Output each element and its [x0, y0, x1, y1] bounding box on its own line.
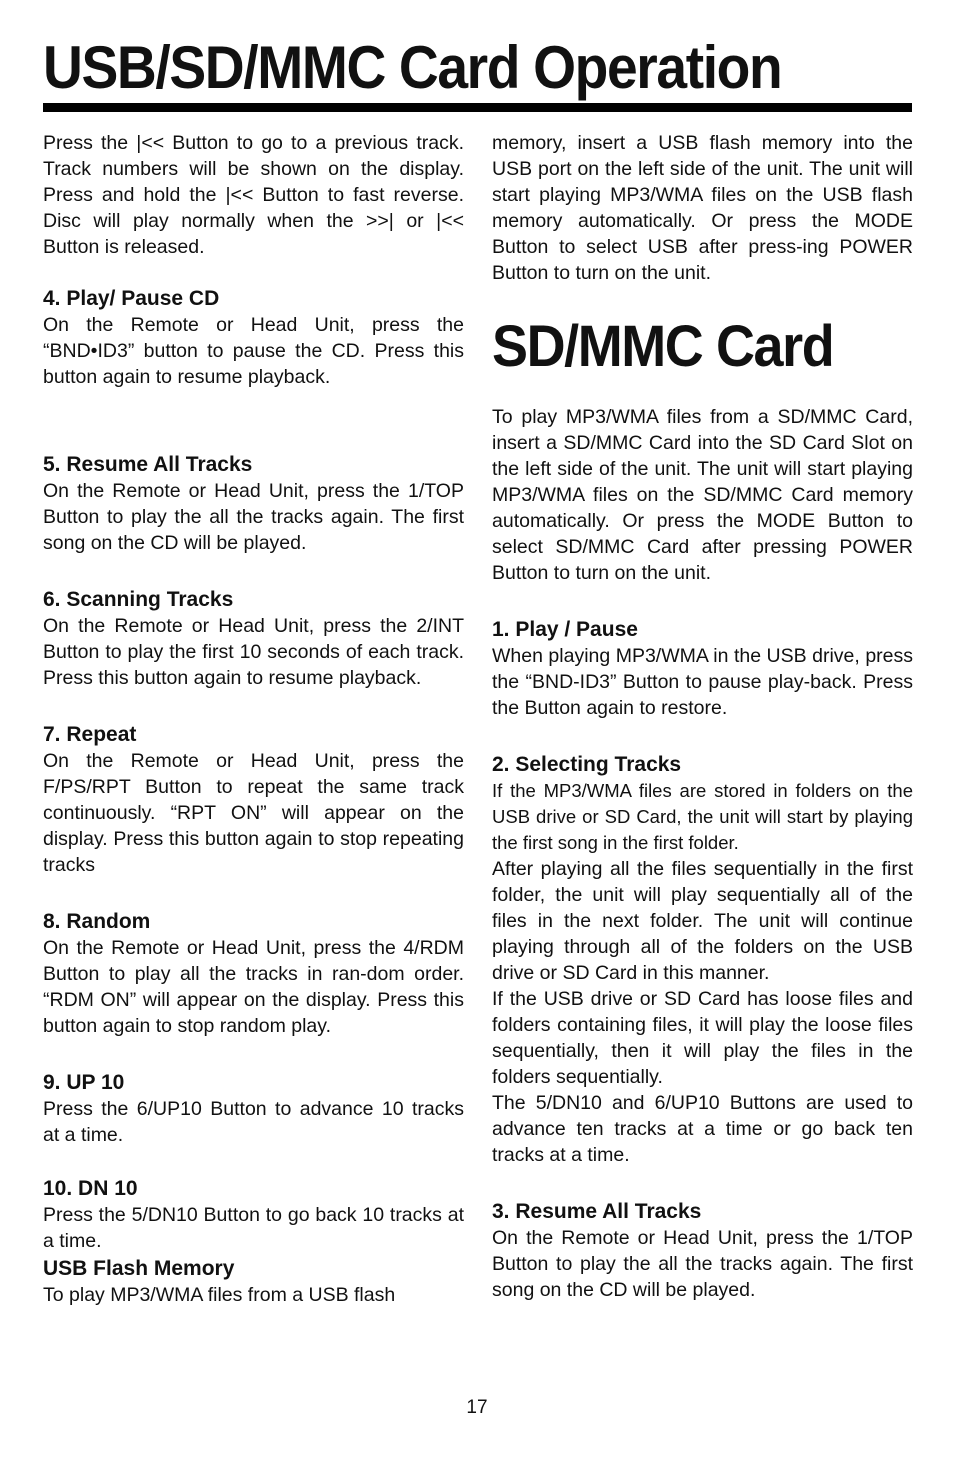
random-text: On the Remote or Head Unit, press the 4/RDM Button to play all the tracks in ran-dom order. “RDM ON” will appear on the display. Press this button again to stop random play. — [43, 937, 464, 1037]
repeat-text: On the Remote or Head Unit, press the F/PS/RPT Button to repeat the same track continuously. “RPT ON” will appear on the display. Press this button again to stop repeating tracks — [43, 750, 464, 876]
scanning-tracks-section — [43, 587, 464, 691]
left-column — [43, 130, 464, 1308]
up10-text: Press the 6/UP10 Button to advance 10 tracks at a time. — [43, 1098, 464, 1146]
section-title: SD/MMC Card — [492, 314, 834, 379]
intro-text: Press the |<< Button to go to a previous track. Track numbers will be shown on the display. Press and hold the |<< Button to fast reverse. Disc will play normally when the >>| or |<< Button is released. — [43, 132, 464, 258]
usb-flash-text: To play MP3/WMA files from a USB flash — [43, 1284, 396, 1306]
dn10-text: Press the 5/DN10 Button to go back 10 tracks at a time. — [43, 1204, 464, 1252]
sd-intro-text: To play MP3/WMA files from a SD/MMC Card, insert a SD/MMC Card into the SD Card Slot on the left side of the unit. The unit will start playing MP3/WMA files on the SD/MMC Card memory automatically. Or press the MODE Button to select SD/MMC Card after pressing POWER Button to turn on the unit. — [492, 406, 913, 584]
selecting-tracks-heading: 2. Selecting Tracks — [492, 753, 682, 776]
scanning-tracks-heading: 6. Scanning Tracks — [43, 588, 234, 611]
random-heading: 8. Random — [43, 910, 151, 933]
intro-section — [43, 130, 464, 260]
play-pause-cd-heading: 4. Play/ Pause CD — [43, 287, 220, 310]
play-pause-cd-text: On the Remote or Head Unit, press the “BND•ID3” button to pause the CD. Press this button again to resume playback. — [43, 314, 464, 388]
resume-all-tracks-section — [43, 452, 464, 556]
page-title: USB/SD/MMC Card Operation — [43, 34, 782, 101]
dn10-heading: 10. DN 10 — [43, 1177, 138, 1200]
play-pause-cd-section — [43, 286, 464, 390]
up10-heading: 9. UP 10 — [43, 1071, 125, 1094]
usb-flash-section — [43, 1256, 464, 1308]
selecting-tracks-text-2: After playing all the files sequentially in the first folder, the unit will play sequentially all of the files in the next folder. The unit will continue playing through all of the folders on the USB drive or SD Card in this manner. — [492, 858, 913, 984]
usb-flash-continued-text: memory, insert a USB flash memory into the USB port on the left side of the unit. The unit will start playing MP3/WMA files on the USB flash memory automatically. Or press the MODE Button to select USB after press-ing POWER Button to turn on the unit. — [492, 132, 913, 284]
up10-section — [43, 1070, 464, 1148]
repeat-section — [43, 722, 464, 878]
selecting-tracks-text-3: If the USB drive or SD Card has loose files and folders containing files, it will play the loose files sequentially, then it will play the files in the folders sequentially. — [492, 988, 913, 1088]
selecting-tracks-text-4: The 5/DN10 and 6/UP10 Buttons are used to advance ten tracks at a time or go back ten tracks at a time. — [492, 1092, 913, 1166]
resume-all-tracks-heading: 5. Resume All Tracks — [43, 453, 253, 476]
play-pause-section — [492, 617, 913, 721]
page-number: 17 — [466, 1397, 488, 1418]
selecting-tracks-text-1: If the MP3/WMA files are stored in folders on the USB drive or SD Card, the unit will start by playing the first song in the first folder. — [492, 780, 913, 853]
resume-all-tracks-sd-text: On the Remote or Head Unit, press the 1/TOP Button to play the all the tracks again. The first song on the CD will be played. — [492, 1227, 913, 1301]
resume-all-tracks-sd-section — [492, 1199, 913, 1303]
dn10-section — [43, 1176, 464, 1254]
right-column — [492, 130, 913, 1303]
resume-all-tracks-text: On the Remote or Head Unit, press the 1/TOP Button to play the all the tracks again. The first song on the CD will be played. — [43, 480, 464, 554]
scanning-tracks-text: On the Remote or Head Unit, press the 2/INT Button to play the first 10 seconds of each track. Press this button again to resume playback. — [43, 615, 464, 689]
sd-intro-section — [492, 404, 913, 586]
title-rule — [43, 103, 912, 112]
usb-flash-continued-section — [492, 130, 913, 286]
random-section — [43, 909, 464, 1039]
usb-flash-heading: USB Flash Memory — [43, 1257, 235, 1280]
resume-all-tracks-sd-heading: 3. Resume All Tracks — [492, 1200, 702, 1223]
play-pause-text: When playing MP3/WMA in the USB drive, press the “BND-ID3” Button to pause play-back. Press the Button again to restore. — [492, 645, 913, 719]
repeat-heading: 7. Repeat — [43, 723, 137, 746]
selecting-tracks-section — [492, 752, 913, 1168]
play-pause-heading: 1. Play / Pause — [492, 618, 638, 641]
